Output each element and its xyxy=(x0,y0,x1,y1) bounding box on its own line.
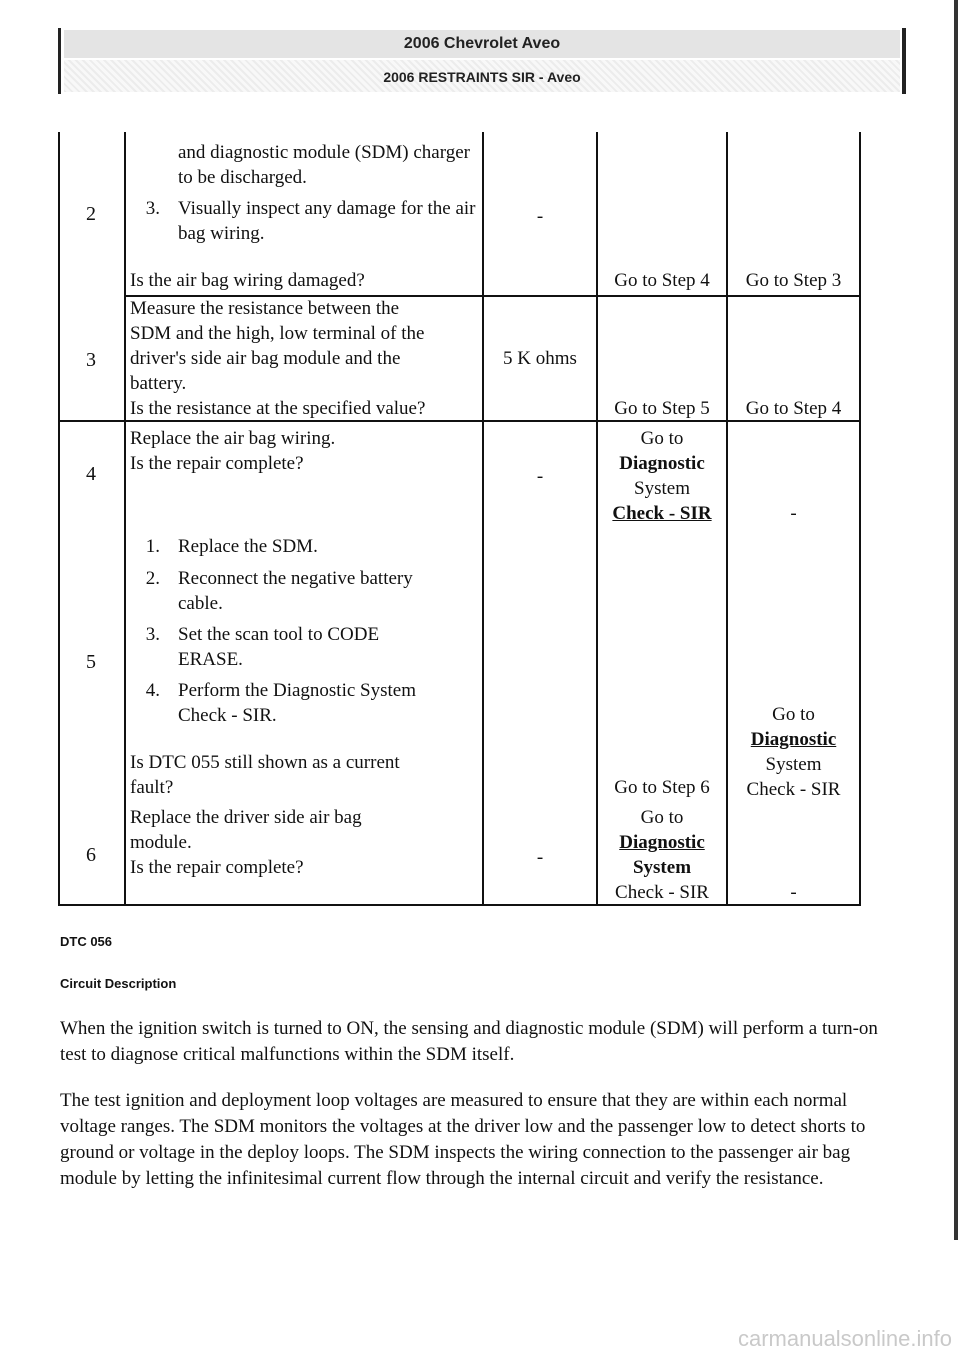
step6-yes-go-to: Go to xyxy=(640,807,684,828)
list-item-text: Reconnect the negative battery xyxy=(178,568,413,589)
step2-yes-action: Go to Step 4 xyxy=(614,270,710,291)
list-item-text: Visually inspect any damage for the air bag wiring. xyxy=(178,198,476,244)
step5-yes-action: Go to Step 6 xyxy=(614,777,710,798)
watermark: carmanualsonline.info xyxy=(737,1326,952,1351)
step4-line1: Replace the air bag wiring. xyxy=(130,428,336,449)
step5-item-3 xyxy=(128,622,478,672)
table-divider-col2 xyxy=(482,132,484,906)
list-item-text: Set the scan tool to CODE xyxy=(178,624,380,645)
list-item-number: 1. xyxy=(145,536,160,557)
step3-line1: Measure the resistance between the xyxy=(130,298,400,319)
step3-question: Is the resistance at the specified value? xyxy=(130,398,426,419)
header-right-bar xyxy=(902,28,906,94)
table-border-left xyxy=(58,132,60,906)
list-item-number: 2. xyxy=(145,568,160,589)
step5-no-go-to: Go to xyxy=(772,704,815,725)
step4-yes-link-diagnostic[interactable]: Diagnostic xyxy=(619,453,705,474)
list-item-text-cont: ERASE. xyxy=(178,649,243,670)
step2-question: Is the air bag wiring damaged? xyxy=(130,270,365,291)
list-item-text: Replace the SDM. xyxy=(178,536,318,557)
page-right-edge xyxy=(954,0,958,1240)
circuit-description-paragraph-1: When the ignition switch is turned to ON, the sensing and diagnostic module (SDM) will perform a turn-on test to diagnose critical malfunctions within the SDM itself. xyxy=(60,1018,878,1065)
page-title: 2006 Chevrolet Aveo xyxy=(64,30,900,58)
dtc-label: DTC 056 xyxy=(60,934,113,949)
step5-question-line1: Is DTC 055 still shown as a current xyxy=(130,752,400,773)
table-border-right xyxy=(859,132,861,906)
step6-yes-link-diagnostic[interactable]: Diagnostic xyxy=(619,832,705,853)
step4-question: Is the repair complete? xyxy=(130,453,304,474)
step-number: 2 xyxy=(86,203,96,225)
step5-item-1 xyxy=(128,534,478,559)
header-left-bar xyxy=(58,28,61,94)
table-divider-col1 xyxy=(124,132,126,906)
page-subtitle: 2006 RESTRAINTS SIR - Aveo xyxy=(64,60,900,92)
step6-line1: Replace the driver side air bag xyxy=(130,807,362,828)
step-number: 5 xyxy=(86,651,96,673)
step2-value: - xyxy=(536,206,544,227)
diagnostic-procedure-table xyxy=(58,132,861,906)
step3-line2: SDM and the high, low terminal of the xyxy=(130,323,425,344)
circuit-description-heading: Circuit Description xyxy=(60,976,177,991)
step4-value: - xyxy=(536,466,544,487)
list-item-number: 3. xyxy=(145,198,160,219)
step6-question: Is the repair complete? xyxy=(130,857,304,878)
step2-item-continued: and diagnostic module (SDM) charger to be discharged. xyxy=(178,142,470,188)
step6-value: - xyxy=(536,847,544,868)
step3-yes-action: Go to Step 5 xyxy=(614,398,710,419)
step5-no-link-system[interactable]: System xyxy=(765,754,822,775)
step5-item-2 xyxy=(128,566,478,616)
step6-no-action: - xyxy=(790,882,797,903)
step5-no-link-diagnostic[interactable]: Diagnostic xyxy=(750,729,837,750)
step6-line2: module. xyxy=(130,832,192,853)
list-item-text: Perform the Diagnostic System xyxy=(178,680,416,701)
circuit-description-paragraph-2: The test ignition and deployment loop voltages are measured to ensure that they are within each normal voltage ranges. The SDM monitors the voltages at the driver low and the passenger low to detect shorts to ground or voltage in the deploy loops. The SDM inspects the wiring connection to the passenger air bag module by letting the infinitesimal current flow through the internal circuit and verify the resistance. xyxy=(60,1090,866,1189)
step5-no-link-check[interactable]: Check - SIR xyxy=(746,779,841,800)
step3-no-action: Go to Step 4 xyxy=(745,398,842,419)
step-number: 4 xyxy=(86,463,96,485)
list-item-text-cont: Check - SIR. xyxy=(178,705,277,726)
list-item-text-cont: cable. xyxy=(178,593,223,614)
step4-yes-link-check[interactable]: Check - SIR xyxy=(612,503,712,524)
step2-no-action: Go to Step 3 xyxy=(745,270,842,291)
list-item-number: 3. xyxy=(145,624,160,645)
list-item-number: 4. xyxy=(145,680,160,701)
step5-item-4 xyxy=(128,678,478,728)
step-number: 6 xyxy=(86,844,96,866)
step3-value: 5 K ohms xyxy=(503,348,577,369)
step6-yes-link-system[interactable]: System xyxy=(632,857,692,878)
step4-no-action: - xyxy=(790,503,797,524)
step4-yes-go-to: Go to xyxy=(640,428,684,449)
step4-yes-link-system[interactable]: System xyxy=(634,478,690,499)
step5-question-line2: fault? xyxy=(130,777,174,798)
step3-line4: battery. xyxy=(130,373,187,394)
step6-yes-link-check[interactable]: Check - SIR xyxy=(615,882,709,903)
step3-line3: driver's side air bag module and the xyxy=(130,348,401,369)
step-number: 3 xyxy=(86,349,96,371)
step2-item-3 xyxy=(128,196,478,246)
